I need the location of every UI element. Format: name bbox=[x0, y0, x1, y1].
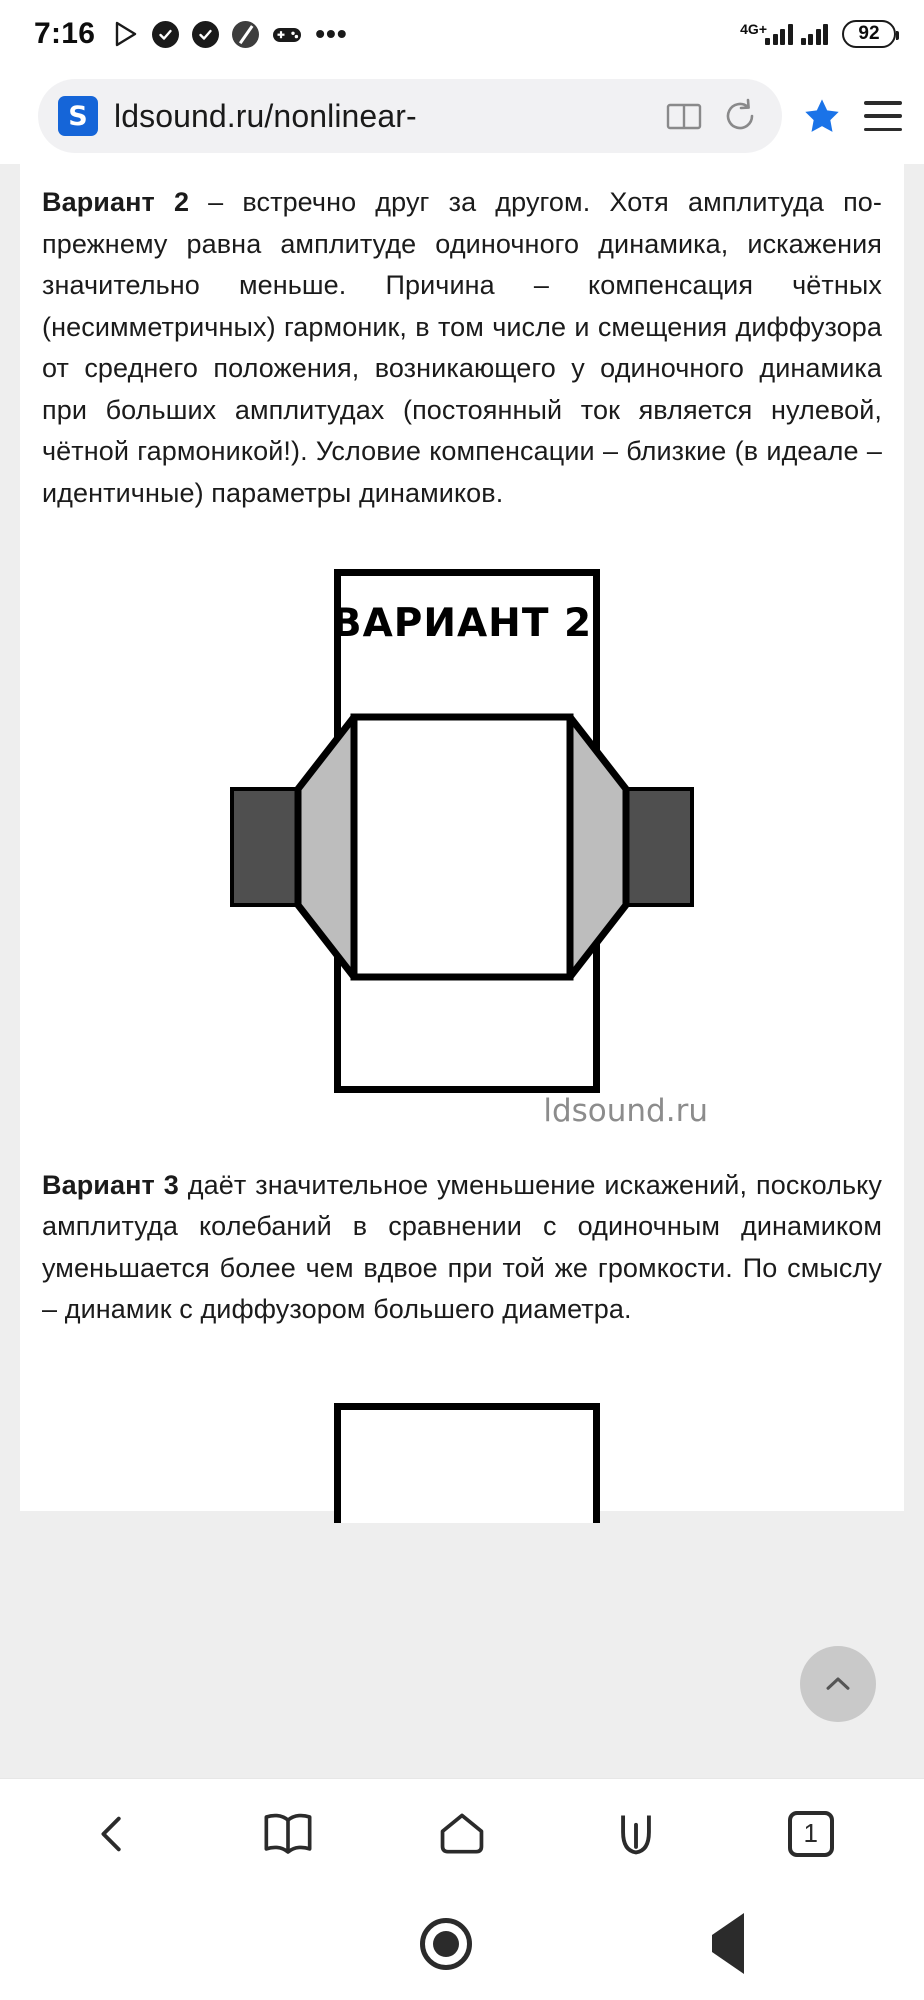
check-circle-icon bbox=[192, 21, 219, 48]
reload-icon[interactable] bbox=[720, 96, 760, 136]
figure-2-cabinet-outline bbox=[334, 1403, 600, 1523]
battery-percent-label: 92 bbox=[858, 23, 880, 44]
home-button[interactable] bbox=[420, 1918, 472, 1970]
gamepad-icon bbox=[272, 24, 302, 44]
status-right-cluster bbox=[738, 20, 896, 48]
figure-variant-3-partial bbox=[204, 1371, 720, 1491]
web-page-viewport[interactable] bbox=[0, 164, 924, 1778]
tab-count-label: 1 bbox=[788, 1811, 834, 1857]
network-type-label: 4G+ bbox=[740, 21, 767, 37]
more-dots-icon: ••• bbox=[315, 18, 348, 49]
star-icon[interactable] bbox=[802, 96, 842, 136]
signal-icon-2 bbox=[801, 23, 829, 45]
muted-circle-icon bbox=[232, 21, 259, 48]
scroll-to-top-button[interactable] bbox=[800, 1646, 876, 1722]
nav-back-button[interactable] bbox=[70, 1791, 156, 1877]
speaker-magnet-right bbox=[618, 787, 694, 907]
nav-home-button[interactable] bbox=[419, 1791, 505, 1877]
download-arrow-icon bbox=[613, 1810, 659, 1858]
speaker-magnet-left bbox=[230, 787, 306, 907]
book-icon[interactable] bbox=[664, 96, 704, 136]
address-bar[interactable] bbox=[38, 79, 782, 153]
check-circle-icon bbox=[152, 21, 179, 48]
paragraph-2-body: даёт значительное уменьшение искажений, поскольку амплитуда колебаний в сравнении с одиночным динамиком уменьшается более чем вдвое при той же громкости. По смыслу – динамик с диффузором большего диаметра. bbox=[42, 1169, 882, 1325]
figure-title: ВАРИАНТ 2 bbox=[331, 600, 593, 646]
circle-icon bbox=[420, 1918, 472, 1970]
browser-toolbar bbox=[0, 68, 924, 164]
nav-bookmarks-button[interactable] bbox=[245, 1791, 331, 1877]
figure-watermark: ldsound.ru bbox=[543, 1092, 708, 1129]
nav-downloads-button[interactable] bbox=[593, 1791, 679, 1877]
system-navigation-bar bbox=[0, 1888, 924, 2000]
browser-bottom-nav bbox=[0, 1778, 924, 1888]
toolbar-right-icons bbox=[782, 96, 902, 136]
figure-variant-2 bbox=[204, 561, 720, 1129]
status-bar bbox=[0, 0, 924, 68]
status-notification-icons bbox=[113, 18, 738, 49]
list-menu-icon[interactable] bbox=[864, 101, 902, 131]
paragraph-variant-2 bbox=[20, 164, 904, 515]
signal-icon-1 bbox=[738, 23, 792, 45]
battery-indicator bbox=[842, 20, 896, 48]
url-text[interactable]: ldsound.ru/nonlinear- bbox=[114, 97, 417, 134]
triangle-back-icon bbox=[712, 1913, 744, 1974]
play-store-icon bbox=[113, 21, 139, 47]
chevron-up-icon bbox=[821, 1667, 855, 1701]
nav-tabs-button[interactable] bbox=[768, 1791, 854, 1877]
back-button[interactable] bbox=[712, 1935, 744, 1953]
figure-speaker-pair bbox=[204, 757, 720, 937]
status-clock: 7:16 bbox=[34, 17, 96, 50]
paragraph-variant-3 bbox=[20, 1121, 904, 1331]
paragraph-1-lead: Вариант 2 bbox=[42, 187, 190, 217]
paragraph-2-lead: Вариант 3 bbox=[42, 1169, 179, 1200]
home-icon bbox=[436, 1811, 488, 1857]
book-icon bbox=[262, 1811, 314, 1857]
article-container bbox=[20, 164, 904, 1511]
paragraph-1-body: – встречно друг за другом. Хотя амплитуда по-прежнему равна амплитуде одиночного динамика, искажения значительно меньше. Причина – компенсация чётных (несимметричных) гармоник, в том числе и смещения диффузора от среднего положения, возникающего у одиночного динамика при больших амплитудах (постоянный ток является нулевой, чётной гармоникой!). Условие компенсации – близкие (в идеале – идентичные) параметры динамиков. bbox=[42, 187, 882, 509]
back-chevron-icon bbox=[90, 1811, 136, 1857]
site-favicon: S bbox=[58, 96, 98, 136]
